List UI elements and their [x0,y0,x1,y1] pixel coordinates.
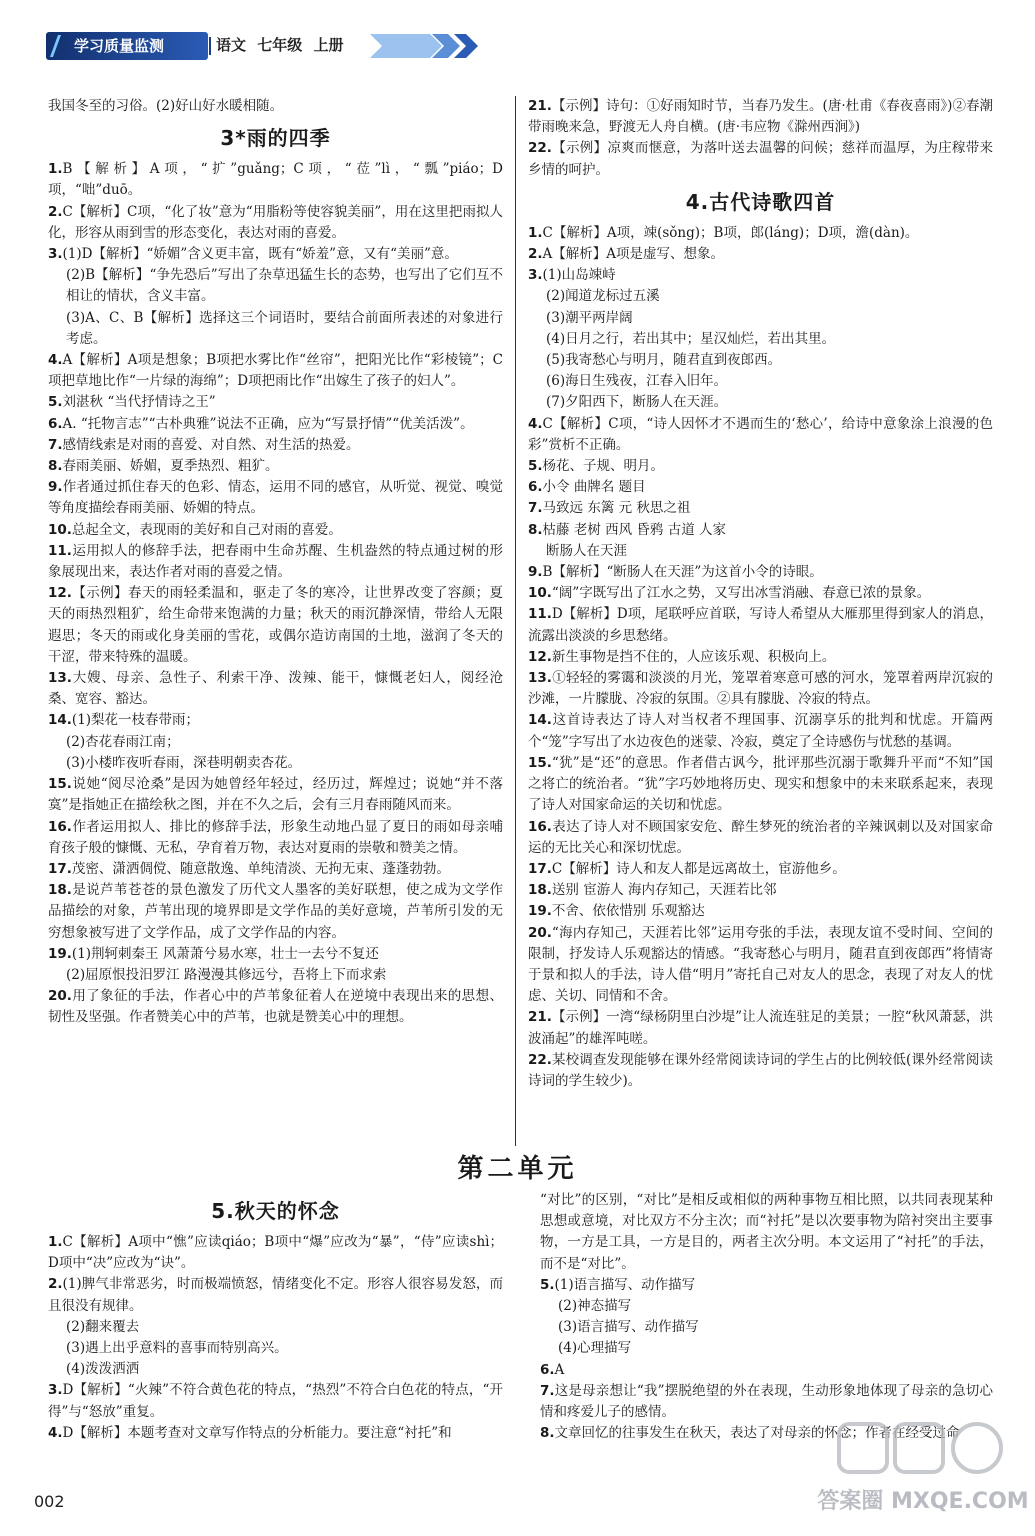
answer-text: (1)语言描写、动作描写 [554,1276,696,1293]
answer-item [540,1338,993,1359]
answer-number: 20. [48,988,72,1005]
answer-text: (2)闻道龙标过五溪 [546,288,660,305]
answer-number: 13. [48,670,72,687]
answer-text: 小令 曲牌名 题目 [542,479,646,496]
answer-text: (2)杏花春雨江南； [66,733,180,750]
answer-number: 12. [528,648,552,665]
watermark-logo [817,1420,1029,1520]
answer-text: (3)潮平两岸阔 [546,309,633,326]
answer-item [528,371,993,392]
answer-number: 1. [48,161,63,178]
answer-item [48,732,503,753]
answer-number: 3. [528,267,543,284]
series-brand [46,32,208,60]
answer-item [528,901,993,922]
answer-text: (3)语言描写、动作描写 [558,1319,699,1336]
section-title-5: 5.秋天的怀念 [211,1199,340,1223]
answer-number: 15. [528,754,552,771]
answer-text: (1)梨花一枝春带雨； [71,712,200,729]
answer-text: “海内存知己，天涯若比邻”运用夸张的手法，表现友谊不受时间、空间的限制，抒发诗人乐观豁达的情感。“我寄愁心与明月，随君直到夜郎西”将情寄于景和拟人的手法，诗人借“明月”寄托自己对友人的思念，表现了对友人的忧虑、关切、同情和不舍。 [528,924,993,1005]
brand-label: 学习质量监测 [74,37,165,55]
answer-number: 8. [48,458,63,475]
answer-item [48,1380,503,1422]
answer-text: 不舍、依依惜别 乐观豁达 [551,903,705,920]
answer-text: A【解析】A项是想象；B项把水雾比作“丝帘”，把阳光比作“彩棱镜”；C项把草地比作“一片绿的海绵”；D项把雨比作“出嫁生了孩子的妇人”。 [48,352,503,390]
answer-item [48,477,503,519]
answer-number: 18. [528,882,552,899]
answer-text: (4)日月之行，若出其中；星汉灿烂，若出其里。 [546,330,836,347]
answer-number: 11. [528,606,552,623]
answer-text: 这是母亲想让“我”摆脱绝望的外在表现，生动形象地体现了母亲的急切心情和疼爱儿子的感情。 [540,1382,993,1421]
answer-item [528,880,993,901]
answer-number: 3. [48,1382,63,1399]
answer-text: D【解析】“火辣”不符合黄色花的特点，“热烈”不符合白色花的特点，“开得”与“怒放”重复。 [48,1382,503,1420]
answer-text: C【解析】C项，“化了妆”意为“用脂粉等使容貌美丽”，用在这里把雨拟人化，形容从雨到雪的形态变化，表达对雨的喜爱。 [48,203,503,241]
answer-text: (3)遇上出乎意料的喜事而特别高兴。 [66,1340,288,1357]
answer-item [48,817,503,859]
answer-text: 作者通过抓住春天的色彩、情态，运用不同的感官，从听觉、视觉、嗅觉等角度描绘春雨美丽、娇媚的特点。 [48,479,503,517]
answer-number: 13. [528,670,552,687]
answer-item [48,965,503,986]
answer-item [48,1274,503,1316]
answer-item [48,944,503,965]
answer-text: 送别 宦游人 海内存知己，天涯若比邻 [551,882,777,899]
answer-number: 8. [540,1425,555,1442]
answer-item [528,923,993,1008]
answer-item [48,1359,503,1380]
answer-text: 茂密、潇洒倜傥、随意散逸、单纯清淡、无拘无束、蓬蓬勃勃。 [71,860,450,877]
book-info: 语文 七年级 上册 [216,36,344,54]
left-column [48,96,503,1029]
answer-number: 15. [48,776,72,793]
watermark-text: 答案圈 MXQE.COM [817,1489,1029,1514]
answer-number: 14. [48,712,72,729]
unit-title: 第二单元 [457,1154,578,1184]
answer-item [528,350,993,371]
answer-item [528,329,993,350]
answer-item [528,604,993,646]
answer-item [528,477,993,498]
answer-item [48,520,503,541]
section-5-answers-left [48,1232,503,1444]
answer-item [48,710,503,731]
answer-item [528,456,993,477]
answer-item [528,138,993,180]
answer-number: 10. [48,521,72,538]
brand-mark-icon [50,35,72,57]
answer-text: 总起全文，表现雨的美好和自己对雨的喜爱。 [71,521,342,538]
answer-item [48,456,503,477]
answer-number: 6. [48,415,63,432]
answer-text: ①轻轻的雾霭和淡淡的月光，笼罩着寒意可感的河水，笼罩着两岸沉寂的沙滩，一片朦胧、冷寂的氛围。②具有朦胧、冷寂的特点。 [528,670,993,708]
answer-number: 22. [528,140,552,157]
answer-item [528,308,993,329]
answer-item [48,668,503,710]
answer-item [48,880,503,944]
answer-text: “对比”的区别，“对比”是相反或相似的两种事物互相比照，以共同表现某种思想或意境，对比双方不分主次；而“衬托”是以次要事物为陪衬突出主要事物，一方是工具，一方是目的，两者主次分明。本文运用了“衬托”的手法，而不是“对比”。 [540,1192,993,1272]
answer-text: (2)B【解析】“争先恐后”写出了杂草迅猛生长的态势，也写出了它们互不相让的情状，含义丰富。 [66,267,503,305]
answer-number: 9. [528,564,543,581]
answer-item [528,668,993,710]
answer-item [48,265,503,307]
answer-number: 7. [540,1382,555,1399]
answer-item [48,414,503,435]
header-divider [209,37,211,55]
answer-text: (3)A、C、B【解析】选择这三个词语时，要结合前面所表述的对象进行考虑。 [66,309,503,347]
answer-text: 【示例】凉爽而惬意，为落叶送去温馨的问候；慈祥而温厚，为庄稼带来乡情的呵护。 [528,140,993,178]
answer-text: “阔”字既写出了江水之势，又写出冰雪消融、春意已浓的景象。 [551,585,931,602]
answer-text: 【示例】诗句：①好雨知时节，当春乃发生。(唐·杜甫《春夜喜雨》)②春潮带雨晚来急，野渡无人舟自横。(唐·韦应物《滁州西涧》) [528,98,993,136]
answer-item [528,583,993,604]
answer-item [48,244,503,265]
answer-text: C【解析】C项，“诗人因怀才不遇而生的‘愁心’，给诗中意象涂上浪漫的色彩”赏析不正确。 [528,415,993,453]
answer-item [48,392,503,413]
answer-item [48,774,503,816]
answer-text: 枯藤 老树 西风 昏鸦 古道 人家 [542,521,726,538]
answer-text: D【解析】D项，尾联呼应首联，写诗人希望从大雁那里得到家人的消息，流露出淡淡的乡思愁绪。 [528,606,993,644]
answer-item [528,286,993,307]
answer-number: 16. [48,818,72,835]
answer-text: “犹”是“还”的意思。作者借古讽今，批评那些沉溺于歌舞升平而“不知”国之将亡的统治者。“犹”字巧妙地将历史、现实和想象中的未来联系起来，表现了诗人对国家命运的关切和忧虑。 [528,754,993,814]
answer-item [528,1007,993,1049]
answer-text: 作者运用拟人、排比的修辞手法，形象生动地凸显了夏日的雨如母亲哺育孩子般的慷慨、无私，孕育着万物，表达对夏雨的崇敬和赞美之情。 [48,818,503,856]
answer-number: 8. [528,521,543,538]
answer-number: 7. [528,500,543,517]
answer-text: D【解析】本题考查对文章写作特点的分析能力。要注意“衬托”和 [62,1424,452,1441]
answer-item [528,541,993,562]
answer-text: (4)泼泼洒洒 [66,1361,140,1378]
answer-item [48,753,503,774]
answer-number: 6. [540,1361,555,1378]
answer-text: 【示例】春天的雨轻柔温和，驱走了冬的寒冷，让世界改变了容颜；夏天的雨热烈粗犷，给生命带来饱满的力量；秋天的雨沉静深情，带给人无限遐思；冬天的雨或化身美丽的雪花，或偶尔造访南国的土地，滋润了冬天的干涩，带来特殊的温暖。 [48,585,503,665]
section-title-3: 3*雨的四季 [220,126,331,151]
answer-text: A【解析】A项是虚写、想象。 [542,246,725,263]
answer-text: (1)荆轲刺秦王 风萧萧兮易水寒，壮士一去兮不复还 [71,945,379,962]
answer-text: C【解析】A项，竦(sǒng)；B项，郎(láng)；D项，澹(dàn)。 [542,224,919,241]
answer-item [528,1050,993,1092]
answer-number: 21. [528,1009,552,1026]
answer-item [528,817,993,859]
answer-text: A. “托物言志”“古朴典雅”说法不正确，应为“写景抒情”“优美活泼”。 [62,415,474,432]
answer-item [540,1381,993,1423]
answer-text: 【示例】一湾“绿杨阴里白沙堤”让人流连驻足的美景；一腔“秋风萧瑟，洪波涌起”的雄浑吨嗟。 [528,1009,993,1047]
answer-number: 10. [528,585,552,602]
section-5-answers-right [540,1190,993,1444]
page-header [46,28,446,64]
answer-item [528,392,993,413]
answer-item [48,583,503,668]
answer-item [540,1275,993,1296]
answer-item [540,1296,993,1317]
answer-number: 11. [48,542,72,559]
answer-text: A [554,1361,565,1378]
answer-number: 12. [48,585,72,602]
answer-number: 4. [48,352,63,369]
answer-text: 马致远 东篱 元 秋思之祖 [542,500,691,517]
section-4-answers [528,223,993,1092]
answer-text: (6)海日生残夜，江春入旧年。 [546,373,728,390]
answer-number: 5. [528,458,543,475]
answer-text: (4)心理描写 [558,1340,632,1357]
answer-item [528,498,993,519]
answer-text: (5)我寄愁心与明月，随君直到夜郎西。 [546,352,782,369]
answer-item [540,1317,993,1338]
answer-number: 17. [48,860,72,877]
answer-number: 9. [48,479,63,496]
answer-item [528,520,993,541]
answer-item [48,1338,503,1359]
answer-item [48,202,503,244]
answer-item [528,223,993,244]
answer-text: 是说芦苇苍苍的景色激发了历代文人墨客的美好联想，使之成为文学作品描绘的对象，芦苇出现的境界即是文学作品的美好意境，芦苇所引发的无穷想象被写进了文学作品，成了文学作品的内容。 [48,882,503,941]
answer-number: 14. [528,712,552,729]
answer-text: C【解析】A项中“憔”应读qiáo；B项中“爆”应改为“暴”，“侍”应读shì；D项中“决”应改为“诀”。 [48,1234,503,1272]
answer-item [528,96,993,138]
answer-number: 1. [48,1234,63,1250]
answer-number: 22. [528,1051,552,1068]
answer-text: (1)山岛竦峙 [542,267,616,284]
answer-item [48,1423,503,1444]
answer-number: 19. [528,903,552,920]
answer-text: 大嫂、母亲、急性子、利索干净、泼辣、能干，慷慨老妇人，阅经沧桑、宽容、豁达。 [48,670,503,708]
answer-item [48,1232,503,1274]
answer-text: 断肠人在天涯 [546,542,627,559]
answer-text: 某校调查发现能够在课外经常阅读诗词的学生占的比例较低(课外经常阅读诗词的学生较少)。 [528,1051,993,1089]
answer-text: (3)小楼昨夜听春雨，深巷明朝卖杏花。 [66,754,302,771]
answer-item [528,753,993,817]
answer-text: 杨花、子规、明月。 [542,458,665,475]
answer-text: (2)神态描写 [558,1298,632,1315]
answer-number: 4. [528,415,543,432]
answer-text: 表达了诗人对不顾国家安危、醉生梦死的统治者的辛辣讽刺以及对国家命运的无比关心和深切忧虑。 [528,818,993,856]
answer-number: 19. [48,945,72,962]
answer-text: (2)翻来覆去 [66,1318,140,1335]
answer-text: (2)屈原恨投汨罗江 路漫漫其修远兮，吾将上下而求索 [66,966,387,983]
answer-number: 5. [48,394,63,411]
answer-item [48,159,503,201]
chevron-arrows-icon [370,32,480,60]
answer-text: 这首诗表达了诗人对当权者不理国事、沉溺享乐的批判和忧虑。开篇两个“笼”字写出了水边夜色的迷蒙、冷寂，奠定了全诗感伤与忧愁的基调。 [528,712,993,750]
answer-item [48,350,503,392]
section-title-4: 4.古代诗歌四首 [685,189,836,214]
answer-number: 2. [48,203,63,220]
answer-number: 16. [528,818,552,835]
answer-item [528,414,993,456]
section-3-answers [48,159,503,1028]
answer-text: 春雨美丽、娇媚，夏季热烈、粗犷。 [62,458,279,475]
answer-number: 20. [528,924,552,941]
answer-item [48,308,503,350]
answer-text: 感情线索是对雨的喜爱、对自然、对生活的热爱。 [62,436,360,453]
answer-text: 说她“阅尽沧桑”是因为她曾经年轻过，经历过，辉煌过；说她“并不落寞”是指她正在描绘秋之图，并在不久之后，会有三月春雨随风而来。 [48,776,503,814]
section-5-right [540,1190,993,1444]
column-divider [515,96,516,1146]
section-3-answers-continued [528,96,993,181]
answer-number: 17. [528,860,552,877]
right-column [528,96,993,1092]
answer-number: 18. [48,882,72,899]
answer-text: 运用拟人的修辞手法，把春雨中生命苏醒、生机盎然的特点通过树的形象展现出来，表达作者对雨的喜爱之情。 [48,542,503,581]
answer-number: 21. [528,98,552,114]
answer-number: 6. [528,479,543,496]
answer-text: (7)夕阳西下，断肠人在天涯。 [546,394,728,411]
section-5-left [48,1190,503,1444]
answer-item [528,710,993,752]
answer-item [528,244,993,265]
answer-item [48,435,503,456]
answer-text: B【解析】A项，“扩”guǎng；C项，“莅”lì，“瓢”piáo；D项，“咄”duō。 [48,161,503,199]
answer-item [48,859,503,880]
answer-number: 2. [48,1276,63,1293]
answer-item [48,541,503,583]
answer-item [528,562,993,583]
page-number: 002 [34,1492,65,1511]
answer-item [48,1317,503,1338]
answer-text: (1)脾气非常恶劣，时而极端愤怒，情绪变化不定。形容人很容易发怒，而且很没有规律。 [48,1276,503,1314]
answer-number: 4. [48,1424,63,1441]
answer-item [528,647,993,668]
answer-item [528,265,993,286]
answer-item [540,1360,993,1381]
answer-text: (1)D【解析】“娇媚”含义更丰富，既有“娇羞”意，又有“美丽”意。 [62,246,458,263]
answer-text: 刘湛秋 “当代抒情诗之王” [62,394,216,411]
intro-line: 我国冬至的习俗。(2)好山好水暖相随。 [48,98,284,114]
answer-text: 文章回忆的往事发生在秋天，表达了对母亲的怀念；作者在经受过命 [554,1425,960,1442]
answer-number: 5. [540,1276,555,1293]
answer-number: 2. [528,246,543,263]
answer-text: 新生事物是挡不住的，人应该乐观、积极向上。 [551,648,836,665]
answer-number: 3. [48,246,63,263]
answer-item [528,859,993,880]
answer-text: 用了象征的手法，作者心中的芦苇象征着人在逆境中表现出来的思想、韧性及坚强。作者赞美心中的芦苇，也就是赞美心中的理想。 [48,988,503,1026]
answer-text: C【解析】诗人和友人都是远离故土，宦游他乡。 [551,860,846,877]
answer-number: 1. [528,224,543,241]
answer-number: 7. [48,436,63,453]
answer-text: B【解析】“断肠人在天涯”为这首小令的诗眼。 [542,564,823,581]
answer-item [540,1190,993,1275]
answer-item [48,986,503,1028]
